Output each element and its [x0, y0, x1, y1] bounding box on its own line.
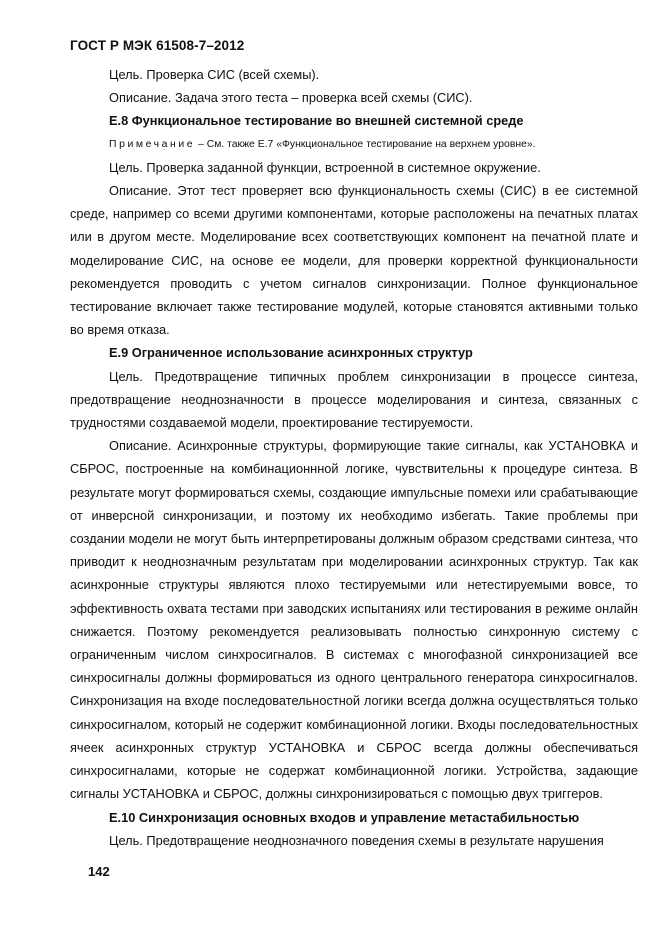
standard-header: ГОСТ Р МЭК 61508-7–2012 [70, 38, 245, 53]
section-heading-e10: Е.10 Синхронизация основных входов и управление метастабильностью [109, 809, 580, 825]
paragraph-goal-e9: Цель. Предотвращение типичных проблем синхронизации в процессе синтеза, предотвращение неоднозначности в процессе моделирования и синтеза, связанных с трудностями создаваемой модели, проектирование тестируемости. [70, 368, 638, 431]
page-content [70, 63, 638, 852]
paragraph-goal-e8: Цель. Проверка заданной функции, встроенной в системное окружение. [109, 159, 541, 175]
paragraph-goal-e10: Цель. Предотвращение неоднозначного поведения схемы в результате нарушения [109, 832, 604, 848]
note [70, 133, 638, 156]
page-number: 142 [88, 864, 110, 879]
paragraph-description-e8: Описание. Этот тест проверяет всю функциональность схемы (СИС) в ее системной среде, например со всеми другими компонентами, которые расположены на печатных платах или в другом месте. Моделирование всех соответствующих компонент на печатной плате и моделирование СИС, на основе ее модели, для проверки корректной функциональности рекомендуется проводить с учетом сигналов синхронизации. Полное функциональное тестирование включает также тестирование модулей, которые становятся активными только во время отказа. [70, 183, 638, 338]
paragraph-goal-check: Цель. Проверка СИС (всей схемы). [109, 67, 320, 82]
paragraph-description-check: Описание. Задача этого теста – проверка всей схемы (СИС). [109, 90, 473, 106]
paragraph-description-e9: Описание. Асинхронные структуры, формирующие такие сигналы, как УСТАНОВКА и СБРОС, построенные на комбинационнной логике, чувствительны к процедуре синтеза. В результате могут формироваться схемы, создающие импульсные помехи или срабатывающие от инверсной синхронизации, и поэтому их необходимо избегать. Такие проблемы при создании модели не могут быть интерпретированы должным образом средствами синтеза, что приводит к неоднозначным результатам при моделировании асинхронных структур. Так как асинхронные структуры являются плохо тестируемыми или нетестируемыми вовсе, то эффективность охвата тестами при заводских испытаниях или тестирования в режиме онлайн снижается. Поэтому рекомендуется реализовывать полностью синхронную систему с ограниченным числом синхросигналов. В системах с многофазной синхронизацией все синхросигналы должны формироваться из одного центрального генератора синхросигналов. Синхронизация на входе последовательностной логики всегда должна осуществляться только синхросигналом, который не содержит комбинационной логики. Входы последовательностных ячеек асинхронных структур УСТАНОВКА и СБРОС всегда должны обеспечиваться синхросигналами, которые не содержат комбинационной логики. Устройства, задающие сигналы УСТАНОВКА и СБРОС, должны синхронизироваться с помощью двух триггеров. [70, 438, 638, 802]
section-heading-e8: Е.8 Функциональное тестирование во внешней системной среде [109, 113, 524, 129]
note-label: Примечание [109, 138, 196, 150]
section-heading-e9: Е.9 Ограниченное использование асинхронных структур [109, 345, 473, 361]
note-text: – См. также Е.7 «Функциональное тестирование на верхнем уровне». [195, 138, 536, 150]
